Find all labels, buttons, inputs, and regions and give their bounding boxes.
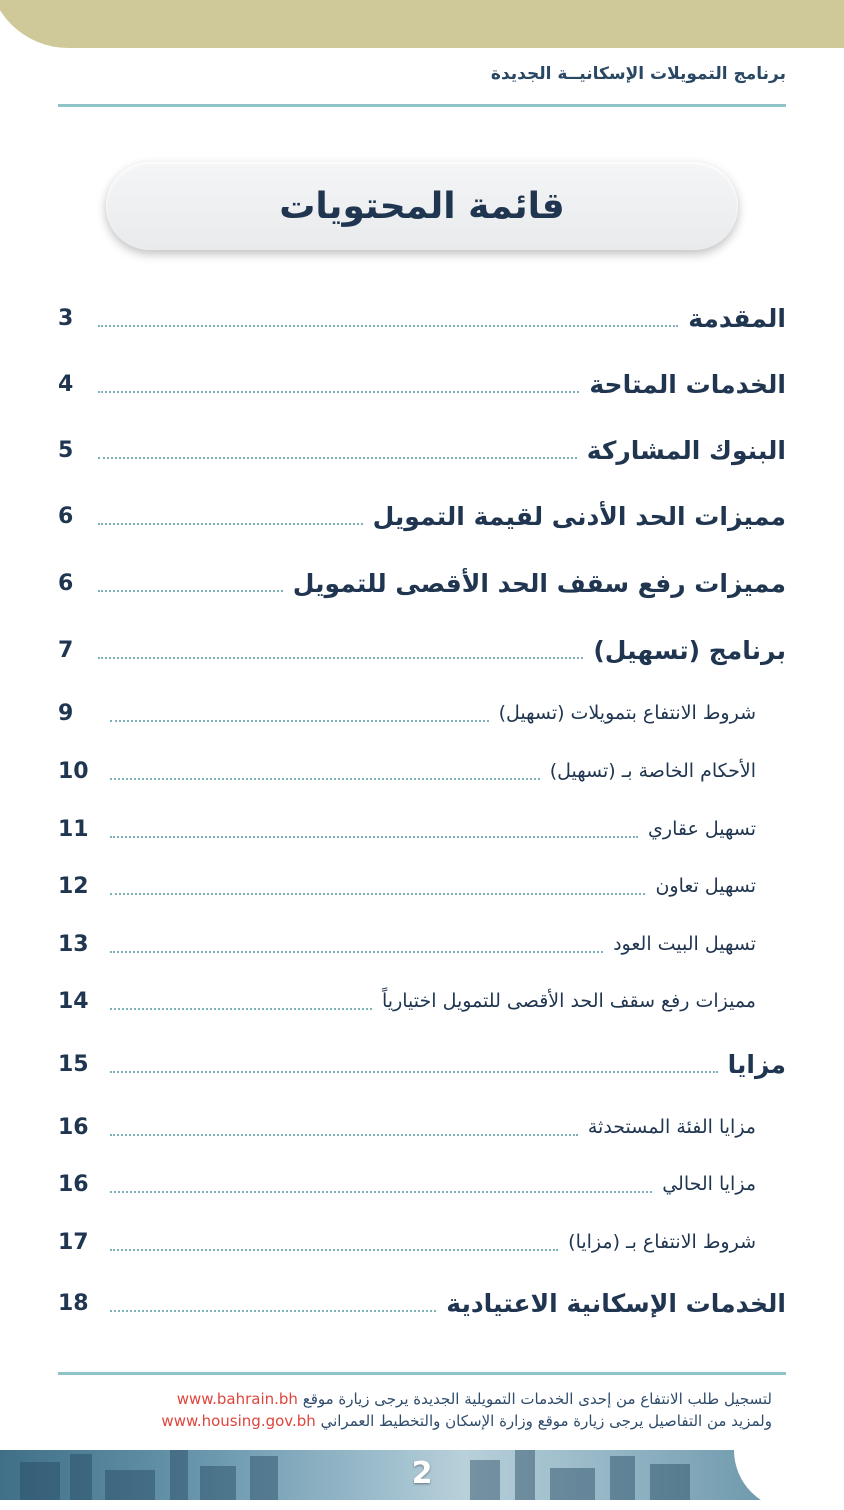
toc-entry-page: 17	[58, 1229, 89, 1255]
dot-leader	[98, 325, 678, 327]
toc-entry-label: الخدمات المتاحة	[589, 369, 786, 399]
toc-subentry[interactable]	[58, 693, 786, 733]
toc-subentry[interactable]	[58, 751, 786, 791]
document-header-title: برنامج التمويلات الإسكانيــة الجديدة	[490, 64, 786, 84]
toc-entry-label: البنوك المشاركة	[586, 435, 786, 465]
toc-subentry[interactable]	[58, 1107, 786, 1147]
dot-leader	[110, 1071, 718, 1073]
toc-subentry[interactable]	[58, 981, 786, 1021]
toc-entry-label: مميزات رفع سقف الحد الأقصى للتمويل	[292, 568, 786, 598]
toc-entry-label: مميزات الحد الأدنى لقيمة التمويل	[372, 501, 786, 531]
footer-divider	[58, 1372, 786, 1375]
page-number: 2	[411, 1456, 433, 1491]
toc-entry-page: 4	[58, 371, 74, 397]
toc-entry[interactable]	[58, 1283, 786, 1323]
toc-entry-page: 9	[58, 700, 74, 726]
toc-entry-label: مميزات رفع سقف الحد الأقصى للتمويل اختيارياً	[382, 990, 756, 1012]
toc-entry-page: 14	[58, 988, 89, 1014]
toc-entry-page: 6	[58, 570, 74, 596]
dot-leader	[110, 1310, 436, 1312]
toc-title: قائمة المحتويات	[279, 185, 565, 227]
toc-entry-label: شروط الانتفاع بتمويلات (تسهيل)	[498, 702, 756, 724]
toc-entry-label: الأحكام الخاصة بـ (تسهيل)	[549, 760, 756, 782]
toc-entry-page: 13	[58, 931, 89, 957]
toc-entry-page: 16	[58, 1114, 89, 1140]
toc-entry[interactable]	[58, 630, 786, 670]
toc-entry-label: المقدمة	[688, 303, 786, 333]
toc-entry-label: مزايا	[727, 1049, 786, 1079]
footer-line-1	[161, 1388, 772, 1410]
toc-title-banner	[106, 162, 738, 250]
dot-leader	[98, 590, 283, 592]
header-decoration	[0, 0, 844, 48]
toc-entry-label: مزايا الحالي	[662, 1173, 756, 1195]
dot-leader	[110, 778, 540, 780]
toc-entry-page: 16	[58, 1171, 89, 1197]
toc-entry[interactable]	[58, 430, 786, 470]
dot-leader	[98, 391, 579, 393]
toc-entry-label: الخدمات الإسكانية الاعتيادية	[446, 1288, 786, 1318]
toc-entry-page: 15	[58, 1051, 89, 1077]
toc-entry[interactable]	[58, 364, 786, 404]
footer-note	[161, 1388, 772, 1432]
bahrain-link[interactable]: www.bahrain.bh	[176, 1390, 298, 1408]
footer-text: ولمزيد من التفاصيل يرجى زيارة موقع وزارة الإسكان والتخطيط العمراني	[320, 1412, 772, 1430]
toc-entry-page: 7	[58, 637, 74, 663]
toc-subentry[interactable]	[58, 809, 786, 849]
dot-leader	[110, 1191, 652, 1193]
toc-entry-page: 5	[58, 437, 74, 463]
toc-entry-page: 6	[58, 503, 74, 529]
toc-entry[interactable]	[58, 563, 786, 603]
dot-leader	[110, 1134, 578, 1136]
toc-entry-label: شروط الانتفاع بـ (مزايا)	[568, 1231, 756, 1253]
dot-leader	[110, 836, 638, 838]
toc-entry[interactable]	[58, 298, 786, 338]
toc-entry[interactable]	[58, 1044, 786, 1084]
dot-leader	[98, 523, 363, 525]
header-divider	[58, 104, 786, 107]
dot-leader	[110, 720, 489, 722]
housing-link[interactable]: www.housing.gov.bh	[161, 1412, 316, 1430]
toc-entry-label: مزايا الفئة المستحدثة	[587, 1116, 756, 1138]
dot-leader	[110, 951, 603, 953]
toc-entry-page: 3	[58, 305, 74, 331]
toc-entry-label: تسهيل عقاري	[648, 818, 756, 840]
toc-entry-page: 10	[58, 758, 89, 784]
toc-entry-page: 18	[58, 1290, 89, 1316]
dot-leader	[110, 893, 645, 895]
toc-subentry[interactable]	[58, 866, 786, 906]
footer-text: لتسجيل طلب الانتفاع من إحدى الخدمات التمويلية الجديدة يرجى زيارة موقع	[302, 1390, 772, 1408]
dot-leader	[98, 657, 583, 659]
toc-entry-label: تسهيل البيت العود	[613, 933, 756, 955]
footer-line-2	[161, 1410, 772, 1432]
toc-entry-label: برنامج (تسهيل)	[593, 635, 786, 665]
toc-entry-page: 12	[58, 873, 89, 899]
toc-entry-page: 11	[58, 816, 89, 842]
toc-subentry[interactable]	[58, 924, 786, 964]
toc-entry-label: تسهيل تعاون	[655, 875, 756, 897]
toc-subentry[interactable]	[58, 1222, 786, 1262]
dot-leader	[98, 457, 577, 459]
toc-subentry[interactable]	[58, 1164, 786, 1204]
dot-leader	[110, 1008, 372, 1010]
toc-entry[interactable]	[58, 496, 786, 536]
dot-leader	[110, 1249, 558, 1251]
